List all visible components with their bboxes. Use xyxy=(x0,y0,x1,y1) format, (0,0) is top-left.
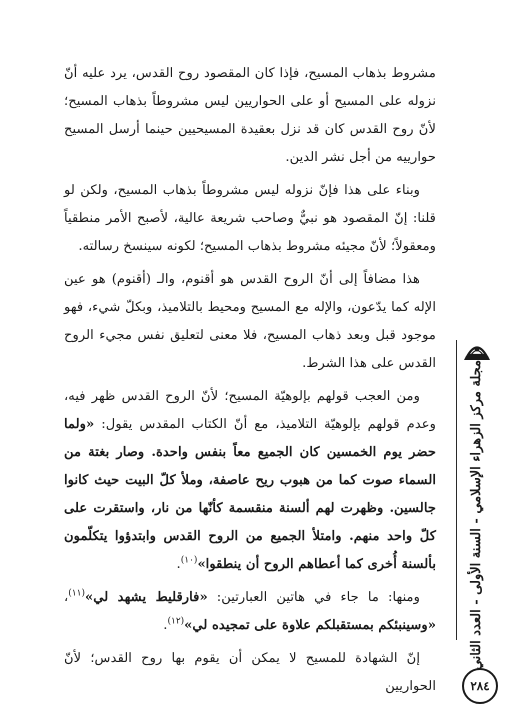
running-header: مجلة مركز الزهراء الإسلامي - السنة الأولى - العدد الثاني xyxy=(469,360,484,671)
paragraph-5-lead: ومنها: ما جاء في هاتين العبارتين: xyxy=(207,590,420,605)
paragraph-5-end: . xyxy=(163,618,168,633)
page-number: ٢٨٤ xyxy=(462,668,498,704)
footnote-ref-10: (١٠) xyxy=(180,555,198,566)
paragraph-2: وبناء على هذا فإنّ نزوله ليس مشروطاً بذهاب المسيح، ولكن لو قلنا: إنّ المقصود هو نبيٌّ وصاحب شريعة عالية، لأصبح الأمر منطقياً ومعقولاً؛ لأنّ مجيئه مشروط بذهاب المسيح؛ لكونه سينسخ رسالته. xyxy=(64,183,436,254)
scripture-quote: «ولما حضر يوم الخمسين كان الجميع معاً بنفس واحدة. وصار بغتة من السماء صوت كما من هبوب ريح عاصفة، وملأ كلّ البيت حيث كانوا جالسين. وظهرت لهم ألسنة منقسمة كأنّها من نار، واستقرت على كلّ واحد منهم. وامتلأ الجميع من الروح القدس وابتدؤوا يتكلّمون بألسنة أُخرى كما أعطاهم الروح أن ينطقوا» xyxy=(64,417,436,572)
paragraph-1: مشروط بذهاب المسيح، فإذا كان المقصود روح القدس، يرد عليه أنّ نزوله على المسيح أو على الحواريين ليس مشروطاً بذهاب المسيح؛ لأنّ روح القدس كان قد نزل بعقيدة المسيحيين حينما أرسل المسيح حوارييه من أجل نشر الدين. xyxy=(64,66,436,165)
body-text xyxy=(64,60,436,706)
paragraph-3: هذا مضافاً إلى أنّ الروح القدس هو أقنوم، والـ (أقنوم) هو عين الإله كما يدّعون، والإله مع المسيح ومحيط بالتلاميذ، وبكلّ شيء، فهو موجود قبل وبعد ذهاب المسيح، فلا معنى لتعليق نفس مجيء الروح القدس على هذا الشرط. xyxy=(64,272,436,371)
paragraph-4-end: . xyxy=(176,557,181,572)
quote-glorify: «وسينبئكم بمستقبلكم علاوة على تمجيده لي» xyxy=(184,618,436,633)
quote-paraclete-witness: «فارقليط يشهد لي» xyxy=(84,590,208,605)
footnote-ref-12: (١٢) xyxy=(167,616,185,627)
paragraph-6: إنّ الشهادة للمسيح لا يمكن أن يقوم بها روح القدس؛ لأنّ الحواريين xyxy=(64,651,436,694)
paragraph-5 xyxy=(64,584,436,640)
paragraph-4-lead: ومن العجب قولهم بإلوهيّة المسيح؛ لأنّ الروح القدس ظهر فيه، وعدم قولهم بإلوهيّة التلاميذ، مع أنّ الكتاب المقدس يقول: xyxy=(64,389,436,432)
margin-rule xyxy=(456,340,457,640)
paragraph-5-mid: ، xyxy=(64,590,69,605)
footnote-ref-11: (١١) xyxy=(68,588,85,599)
journal-margin xyxy=(448,0,506,716)
paragraph-4 xyxy=(64,383,436,579)
